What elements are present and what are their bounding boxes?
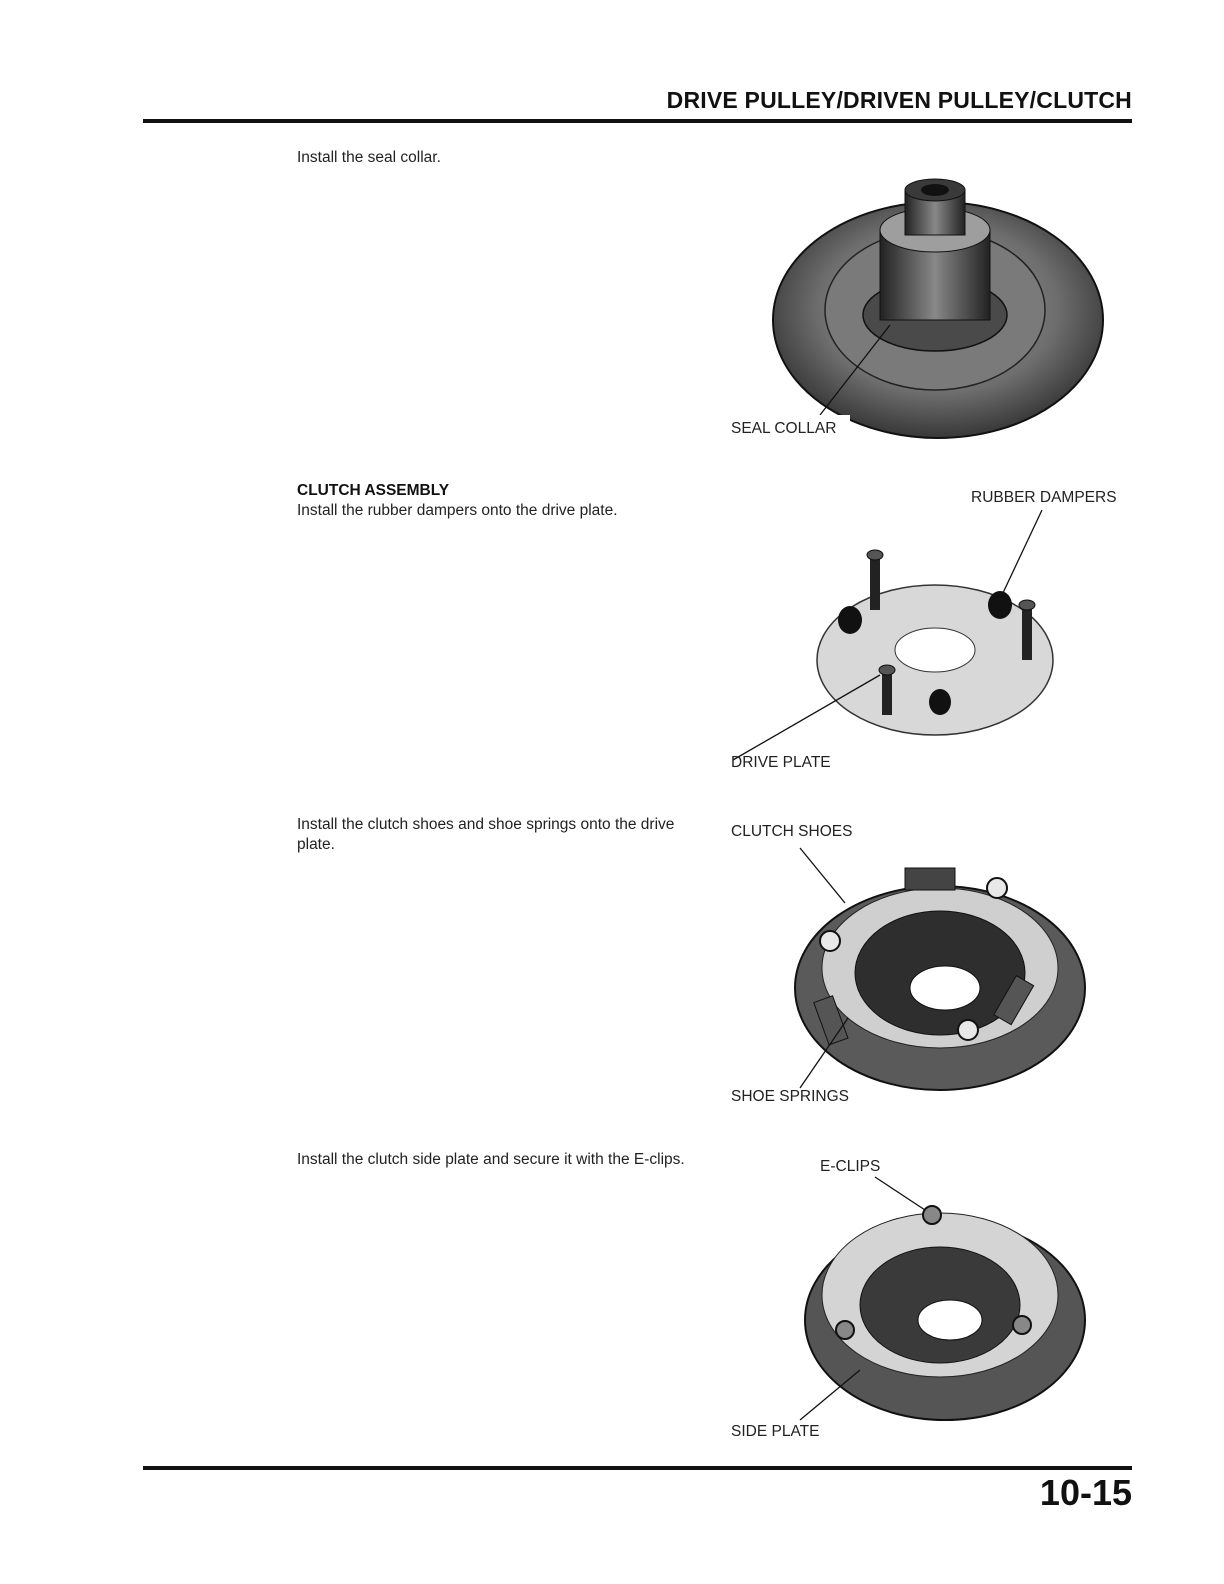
e-clips-leader [875,1177,925,1210]
e-clip [1013,1316,1031,1334]
shoe-spring [905,868,955,890]
label-seal-collar: SEAL COLLAR [731,420,837,437]
label-drive-plate: DRIVE PLATE [731,754,831,771]
page-number: 10-15 [1039,1472,1132,1513]
e-clip [923,1206,941,1224]
label-rubber-dampers: RUBBER DAMPERS [971,489,1117,506]
label-e-clips: E-CLIPS [820,1158,881,1175]
side-plate-figure [800,1180,1090,1430]
instruction-side-plate: Install the clutch side plate and secure it with the E-clips. [297,1151,685,1168]
rubber-dampers-leader [1002,510,1042,595]
rubber-damper [988,591,1012,619]
label-side-plate: SIDE PLATE [731,1423,820,1440]
damper-pin [870,555,880,610]
clutch-shoes-figure [790,848,1090,1098]
damper-pin [882,670,892,715]
instruction-seal-collar: Install the seal collar. [297,149,441,166]
clutch-shoes-leader [800,848,845,903]
e-clip [836,1321,854,1339]
header-rule [143,119,1132,123]
footer-rule [143,1466,1132,1470]
rubber-damper [929,689,951,715]
label-clutch-shoes: CLUTCH SHOES [731,823,853,840]
rubber-damper [838,606,862,634]
instruction-clutch-shoes: Install the clutch shoes and shoe springs onto the drive plate. [297,816,675,853]
instruction-rubber-dampers: Install the rubber dampers onto the drive plate. [297,502,618,519]
heading-clutch-assembly: CLUTCH ASSEMBLY [297,482,450,499]
page-header-title: DRIVE PULLEY/DRIVEN PULLEY/CLUTCH [666,87,1132,113]
drive-plate-figure [810,540,1060,740]
seal-collar-figure [770,175,1110,445]
damper-pin [1022,605,1032,660]
label-shoe-springs: SHOE SPRINGS [731,1088,849,1105]
section-clutch-assembly [297,481,717,521]
